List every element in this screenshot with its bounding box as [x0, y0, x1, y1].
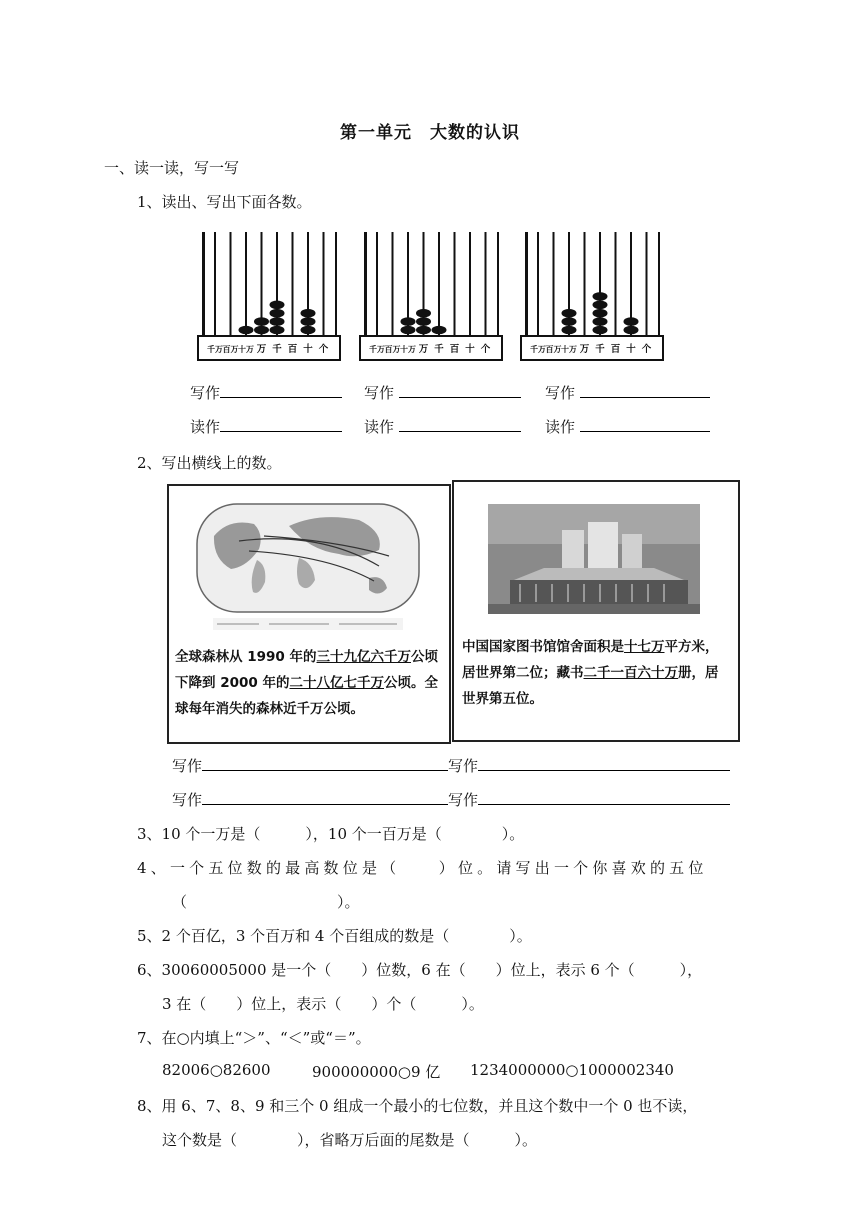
- q2-write-row-1: [172, 755, 730, 776]
- abacus-bead: [401, 326, 416, 335]
- abacus-3-write: [545, 382, 710, 403]
- write-label: 写作: [172, 757, 203, 775]
- abacus-bead: [593, 326, 608, 335]
- library-building-image: [454, 482, 738, 622]
- abacus-place-label: 百万: [545, 345, 562, 354]
- read-label: 读作: [545, 418, 576, 436]
- underlined-number-1: 三十九亿六千万: [316, 649, 411, 665]
- question-8-line-1: 8、用 6、7、8、9 和三个 0 组成一个最小的七位数，并且这个数中一个 0 也不读，: [137, 1097, 698, 1115]
- answer-blank[interactable]: [399, 382, 521, 398]
- answer-blank[interactable]: [399, 416, 521, 432]
- abacus-place-label: 千: [272, 344, 282, 355]
- question-7-text: 7、在○内填上“＞”、“＜”或“＝”。: [137, 1029, 371, 1047]
- answer-blank[interactable]: [478, 789, 730, 805]
- abacus-bead: [270, 309, 285, 318]
- abacus-3: [519, 228, 665, 364]
- abacus-bead: [416, 326, 431, 335]
- abacus-2-write: [364, 382, 521, 403]
- abacus-place-label: 十万: [400, 345, 416, 354]
- abacus-bead: [562, 309, 577, 318]
- abacus-place-label: 万: [256, 344, 267, 355]
- abacus-place-label: 十万: [561, 345, 577, 354]
- abacus-frame-post: [202, 232, 205, 336]
- question-2-text: 2、写出横线上的数。: [137, 454, 282, 472]
- world-map-image: [169, 486, 449, 636]
- abacus-place-label: 个: [641, 344, 652, 355]
- abacus-bead: [301, 326, 316, 335]
- abacus-2-read: [364, 416, 521, 437]
- question-3: 3、10 个一万是（ ），10 个一百万是（ ）。: [137, 825, 525, 843]
- abacus-3-read: [545, 416, 710, 437]
- abacus-place-label: 千: [595, 344, 605, 355]
- underlined-number-4: 二千一百六十万: [583, 665, 678, 681]
- page-title: 第一单元 大数的认识: [340, 123, 520, 143]
- answer-blank[interactable]: [580, 382, 710, 398]
- answer-blank[interactable]: [220, 416, 342, 432]
- abacus-place-label: 万: [579, 344, 590, 355]
- abacus-place-label: 百: [287, 344, 298, 355]
- answer-blank[interactable]: [202, 789, 448, 805]
- abacus-bead: [270, 317, 285, 326]
- answer-blank[interactable]: [202, 755, 448, 771]
- abacus-bead: [254, 317, 269, 326]
- answer-blank[interactable]: [580, 416, 710, 432]
- abacus-place-label: 十: [626, 344, 636, 355]
- abacus-place-label: 万: [418, 344, 429, 355]
- underlined-number-2: 二十八亿七千万: [289, 675, 384, 691]
- abacus-bead: [624, 326, 639, 335]
- abacus-bead: [593, 292, 608, 301]
- question-7-item-1: 82006○82600: [162, 1061, 271, 1079]
- abacus-place-label: 百万: [384, 345, 401, 354]
- read-label: 读作: [190, 418, 221, 436]
- abacus-place-label: 十: [465, 344, 475, 355]
- abacus-bead: [593, 309, 608, 318]
- abacus-bead: [301, 317, 316, 326]
- write-label: 写作: [448, 791, 479, 809]
- abacus-place-label: 千万: [530, 345, 546, 354]
- abacus-bead: [562, 317, 577, 326]
- abacus-bead: [239, 326, 254, 335]
- answer-blank[interactable]: [220, 382, 342, 398]
- abacus-place-label: 百: [610, 344, 621, 355]
- question-6-line-2: 3 在（ ）位上，表示（ ）个（ ）。: [162, 995, 484, 1013]
- abacus-bead: [432, 326, 447, 335]
- question-7-item-2: 900000000○9 亿: [312, 1063, 441, 1081]
- read-label: 读作: [364, 418, 395, 436]
- abacus-frame-post: [364, 232, 367, 336]
- abacus-place-label: 千万: [207, 345, 223, 354]
- abacus-place-label: 千万: [369, 345, 385, 354]
- abacus-bead: [270, 301, 285, 310]
- abacus-bead: [562, 326, 577, 335]
- question-7-item-3: 1234000000○1000002340: [470, 1061, 674, 1079]
- question-4-line-2: （ ）。: [172, 893, 360, 911]
- abacus-2: [358, 228, 504, 364]
- question-4-line-1: 4、一个五位数的最高数位是（ ）位。请写出一个你喜欢的五位: [137, 859, 708, 877]
- map-caption: 全球森林从 1990 年的三十九亿六千万公顷下降到 2000 年的二十八亿七千万公顷。全球每年消失的森林近千万公顷。: [175, 649, 438, 717]
- abacus-bead: [593, 301, 608, 310]
- answer-blank[interactable]: [478, 755, 730, 771]
- abacus-bead: [401, 317, 416, 326]
- write-label: 写作: [172, 791, 203, 809]
- abacus-place-label: 个: [480, 344, 491, 355]
- abacus-1: [196, 228, 342, 364]
- abacus-bead: [624, 317, 639, 326]
- underlined-number-3: 十七万: [624, 639, 665, 655]
- abacus-bead: [593, 317, 608, 326]
- abacus-place-label: 个: [318, 344, 329, 355]
- abacus-1-read: [190, 416, 342, 437]
- abacus-bead: [254, 326, 269, 335]
- abacus-place-label: 千: [434, 344, 444, 355]
- question-1-text: 1、读出、写出下面各数。: [137, 193, 312, 211]
- forest-map-panel: [167, 484, 451, 744]
- library-caption: 中国国家图书馆馆舍面积是十七万平方米，居世界第二位；藏书二千一百六十万册，居世界第五位。: [462, 639, 719, 707]
- write-label: 写作: [364, 384, 395, 402]
- abacus-place-label: 百: [449, 344, 460, 355]
- question-6-line-1: 6、30060005000 是一个（ ）位数，6 在（ ）位上，表示 6 个（ ），: [137, 961, 703, 979]
- abacus-bead: [416, 317, 431, 326]
- write-label: 写作: [448, 757, 479, 775]
- abacus-bead: [301, 309, 316, 318]
- abacus-place-label: 百万: [222, 345, 239, 354]
- abacus-frame-post: [525, 232, 528, 336]
- abacus-place-label: 十万: [238, 345, 254, 354]
- write-label: 写作: [190, 384, 221, 402]
- write-label: 写作: [545, 384, 576, 402]
- section-heading: 一、读一读，写一写: [104, 159, 240, 177]
- abacus-bead: [416, 309, 431, 318]
- question-8-line-2: 这个数是（ ），省略万后面的尾数是（ ）。: [162, 1131, 538, 1149]
- question-5: 5、2 个百亿，3 个百万和 4 个百组成的数是（ ）。: [137, 927, 532, 945]
- abacus-1-write: [190, 382, 342, 403]
- abacus-place-label: 十: [303, 344, 313, 355]
- abacus-bead: [270, 326, 285, 335]
- library-panel: [452, 480, 740, 742]
- q2-write-row-2: [172, 789, 730, 810]
